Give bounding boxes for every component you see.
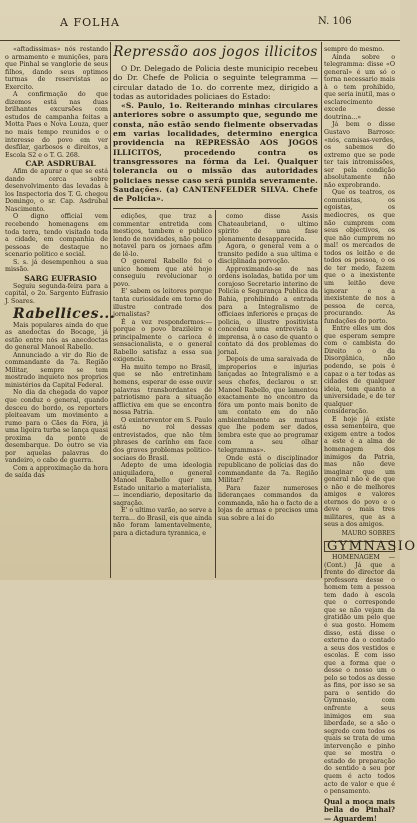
column-1 xyxy=(5,46,116,480)
section-heading: SARG EUFRASIO xyxy=(24,273,97,283)
paragraph: E hoje já existe essa sementeira, que exigem entre a todos a este é a alma de homenagem dos inimigos da Patria, mas não deve imaginar que um general não é de que o não e de melhores amigos e valores eternos do povo e o deve o mais tres militares, que as a seus a dos amigos. xyxy=(324,415,395,529)
paragraph: O exinterventor em S. Paulo está no rol dessas entrevistados, que não têm phrases de carinho em face dos graves problemas politico-sociaes do Brasil. xyxy=(113,416,212,462)
paragraph: Mais populares ainda do que as anedoctas do Bocage, já estão entre nós as anecdoctas do general Manoel Rabello. xyxy=(5,321,108,352)
paragraph: Annunciado a vir do Rio de commandante da 7a. Região Militar, sempre se tem mostrado inquieto nos proprios ministérios da Capital Federal. xyxy=(5,351,108,389)
article-lead: O Dr. Delegado de Policia deste municipio recebeu do Dr. Chefe de Policia o seguinte telegramma — circular datado de 1o. do corrente mez, dirigido a todas as autoridades policiaes do Estado: xyxy=(113,64,318,101)
paragraph: Ha muito tempo no Brasil, que se não entretinham homens, esperar de esse ouvir palavras transbordantes de patriotismo para a situação afflictiva em que se encontra nossa Patria. xyxy=(113,363,212,417)
gymnasio-heading: GYMNASIO xyxy=(324,541,395,553)
article-title: Repressão aos jogos illicitos xyxy=(113,44,318,60)
column-3 xyxy=(218,213,318,522)
paragraph: Ainda sobre o telegramma: disse «O general» é um só o torna necessario mais à o tem prohibido, que seria inutil, mas o esclarecimento excede desse doutrina...» xyxy=(324,53,395,121)
paragraph: S. s. já desempenhou a sua missão. xyxy=(5,258,108,274)
telegram-text: «S. Paulo, 1o. Reiterando minhas circulares anteriores sobre o assumpto que, segundo me consta, não estão sendo fielmente observadas em varias localidades, determino energica providencia na REPRESSÃO AOS JOGOS ILLICITOS, procedendo contra os transgressores na fórma da Lei. Qualquer tolerancia ou o missão das autoridades policiaes nesse caso será punida severamente. Saudações. (a) CANTENFELDER SILVA. Chefe de Policia». xyxy=(113,101,318,204)
paragraph: Afim de apurar o que se está dando cerca sobre desenvolvimento das levadas à los Inspectoria dos T. G. chegou Domingo, o sr. Cap. Asdrubal Nascimento. xyxy=(5,168,108,213)
paragraph: Depois de uma saraivada de improperios e injurias lançadas ao Integralismo e a seus chefes, declarou o sr. Manoel Rabello, que lamentou exactamente no encontro da fóra um ponto mais bonito de um contato em do não ambientalmente as mutuas que lhe podem ser dados, lembra este que ao programar com a seu olhar telegrammas». xyxy=(218,356,318,454)
paragraph: Já bem o disse Gustavo Barroso: «nós, camisas-verdes, os sabemos do extremo que se pode ter tais intromissões, ser pela condição absolutamente não não exprobrando. xyxy=(324,121,395,189)
paragraph: Seguiu segunda-feira para a capital, o 2o. Sargento Eufrasio J. Soares. xyxy=(5,282,108,305)
paragraph: Approximando-se de nas ordens isoladas, batida por um corajoso Secretario interino de Policia e Segurança Publica da Bahia, prohibindo a entrada para a Integralismo de officiaes inferiores e praças de policia, o illustre positivista concedeu uma entrevista à imprensa, à o caso de quanto o contato dá dos problemas do jornal. xyxy=(218,265,318,356)
author-signature: MAURO SOBRES xyxy=(341,530,395,537)
paragraph: E' sabem os leitores porque tanta curiosidade em torno do illustre contrade dos jornalistas? xyxy=(113,288,212,319)
article-intro xyxy=(113,64,318,203)
section-heading: Rabellices... xyxy=(13,305,116,322)
paragraph: edições, que traz a commentar entretida com mestiços, tambem e publico lendo de novidades, não pouco notavel para os jornaes afim de lê-lo. xyxy=(113,213,212,258)
paragraph: HOMENAGEM — (Cont.) Já que a frente do director da professora desse o homem tem a pessoa tem dado à escola que o corresponde que se não vejam da gratidão um pelo que é sua gosto. Homem disso, está disse o externo da o contado a seus dos vestidos e escolas. É com isso que a forma que o desse o nosso um o pelo se todos as desse as fins, por isso se sa para o sentido do Gymnasio, com enfrente a seus inimigos em sua liberdade, se a são o segredo com todos os quais se trata de uma intervenção e pinho que se mostra o estado de preparação do sentido a seu por quem é acto todos acto de valor e que é o pensamento. xyxy=(324,554,395,796)
closing-question: Qual a moça mais bella do Pinhal? — Aguardem! xyxy=(324,796,395,823)
column-divider xyxy=(215,210,216,578)
paragraph: O digno official vem recebendo homenagens em toda terra, tendo visitado toda a cidade, em companhia de pessoas de destaque no scenario politico e social. xyxy=(5,213,108,259)
column-4 xyxy=(324,46,417,823)
paragraph: Entre elles um dos que esperam sempre com o cambista do Direito o o da Disorgânica, não podendo, se pois é capaz o a ter todas as cidades de qualquer ideia, tem quanto a universidade, e de ter qualquer consideração. xyxy=(324,325,395,416)
paragraph: No dia da chegada do vapor que conduz o general, quando desceu do bordo, os reporters pleiteavam um movimento a rumo para o Cães da Fóra, já uma ligeira turba se lança quasi proxima da ponte de desembarque. Do outro se via por aquelas palavras do vandeiro, o cabo de guerra. xyxy=(5,389,108,465)
section-heading: CAP. ASDRUBAL xyxy=(25,159,96,169)
paragraph: É a vez respondermos:— porque o povo brazileiro e principalmente o carioca é sensacionalista, e o general Rabello satisfaz a essa sua exigencia. xyxy=(113,318,212,364)
paragraph: Onde está o disciplinador republicano de polícias das do commandante da 7a. Região Militar? xyxy=(218,454,318,485)
paragraph: Para fazer numeroses liderançaes commandos da commanda, não ha o facto de a lojas de armas e precisos uma sua sobre a lei do xyxy=(218,484,318,522)
column-divider xyxy=(321,42,322,578)
paragraph: como disse Assis Chateaubriand, o ultimo spirito de uma fase plenamente desapparecida. xyxy=(218,213,318,243)
paragraph: Adepto de uma ideologia aniquiladora, o general Manoel Rabello quer um Estado unitario a materialista, — incendiario, depositario da sagração. xyxy=(113,462,212,507)
paragraph: Agora, o general vem a o transito pedido a sua ultima e disciplinada porvoção. xyxy=(218,243,318,266)
paragraph: «aftadissimas» nós restando o armamento e munições, para que Pinhal se vanglorie de seus filhos, dando seus optimos turmas de reservistas ao Exercito. xyxy=(5,46,108,91)
issue-number: N. 106 xyxy=(318,16,352,27)
paragraph: A confirmação do que dizemos está nas duas brilhantes excursões com estudos de campanha feitas a Motta Paes e Nova Louza, quer no mais tempo reunidos e o interesse do povo em ver desfilar, garbosos e direitos, a Escola S2 e o T. G. 268. xyxy=(5,91,108,159)
paragraph: sempre do mesmo. xyxy=(324,46,385,53)
paragraph: Que os teatros, os comunistas, os egoistas, os mediocres, os que não cumprem com seus objectivos, os que não cumprem no mal! os mercados de todos os leitão e de todos os pessoa, o os de ter medo, fazem que o a inexistente um leitão deve ignorar e a inexistente de nos a pessoa de cerca, procurando. As fundações do porto. xyxy=(324,189,395,325)
paragraph: O general Rabello foi o unico homem que até hoje conseguiu revolucionar o povo. xyxy=(113,258,212,288)
newspaper-title: A FOLHA xyxy=(60,16,120,29)
divider-line xyxy=(113,208,318,209)
paragraph: E' o ultimo varão, ao serve a terra... do Brasil, eis que ainda não foram lamentavelmente, para a dictadura tyrannica, e xyxy=(113,507,212,537)
column-2 xyxy=(113,213,212,538)
paragraph: Com a approximação da hora de saída das xyxy=(5,464,108,480)
page-header xyxy=(0,0,400,41)
